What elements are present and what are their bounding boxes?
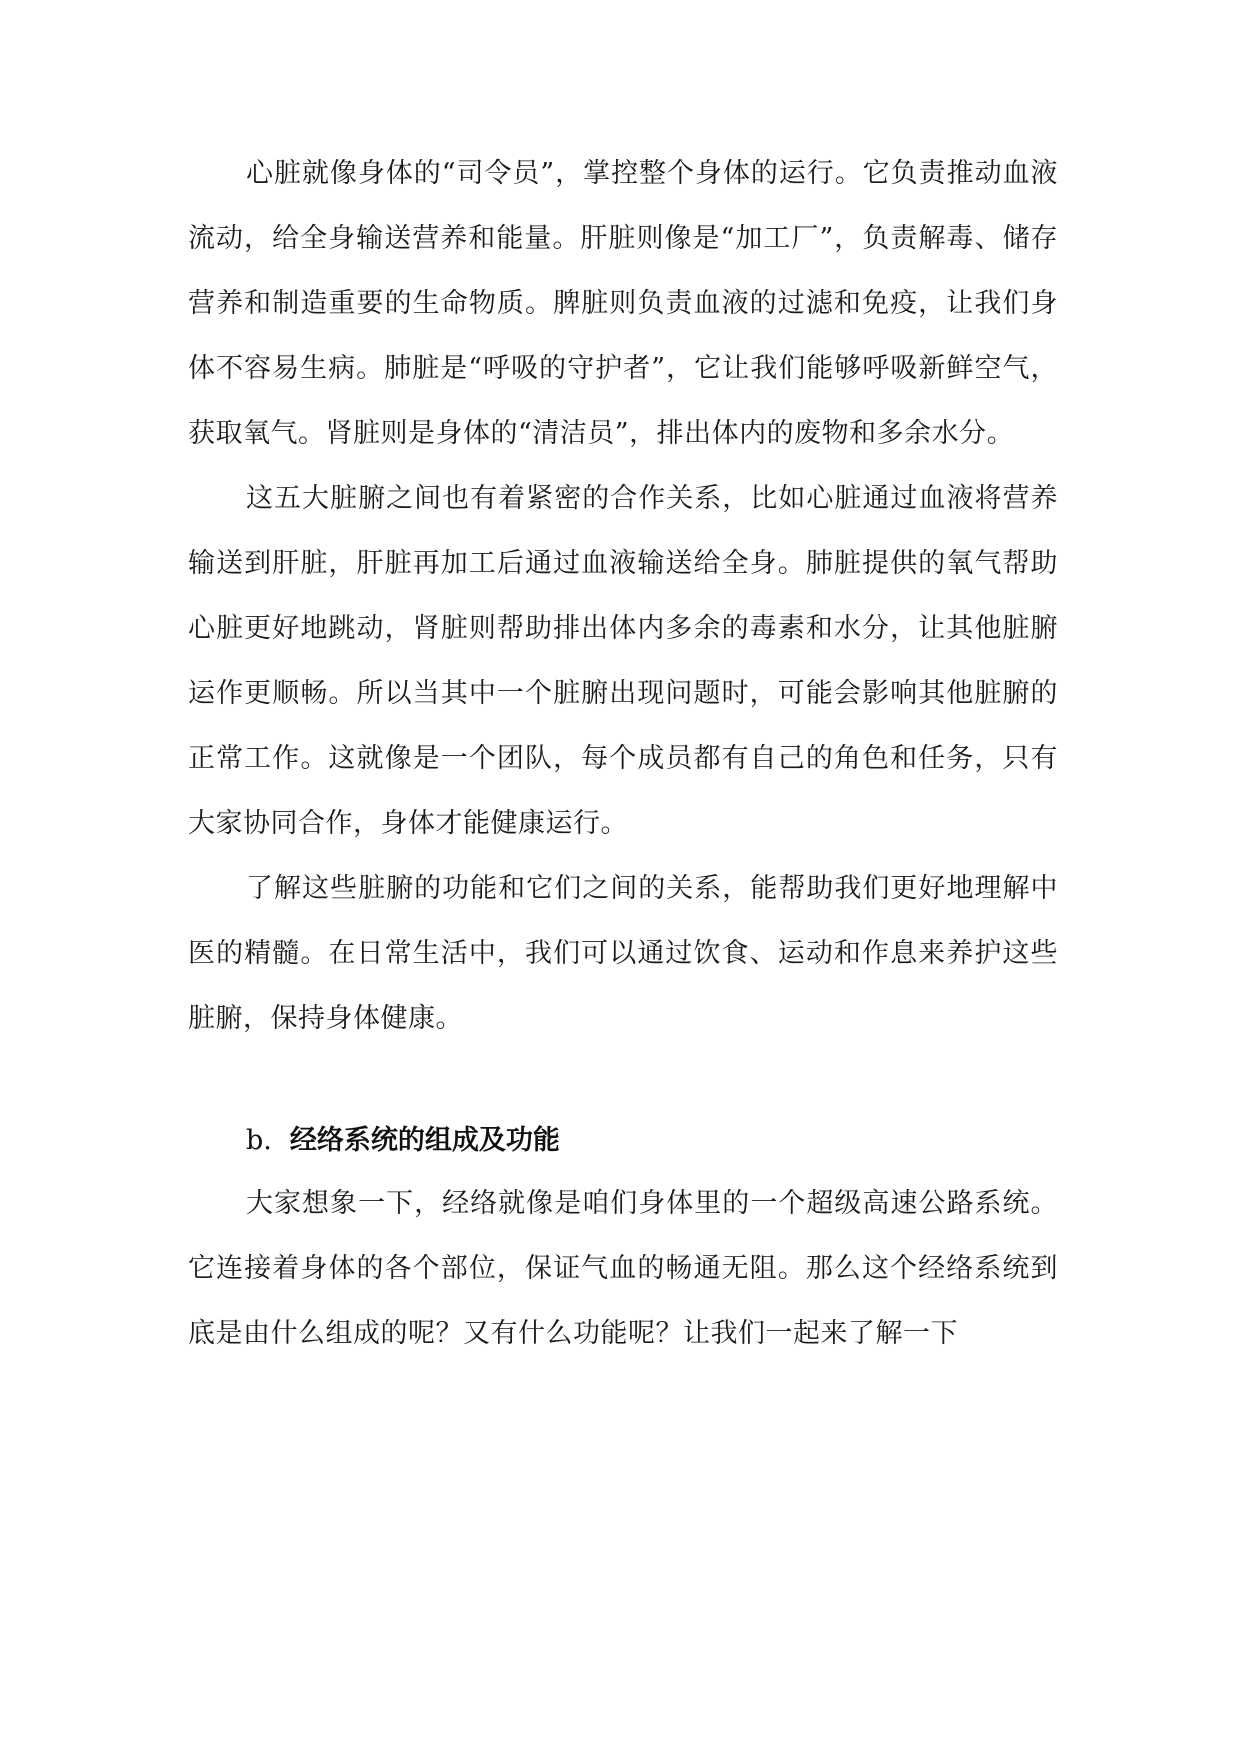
section-title: 经络系统的组成及功能: [289, 1125, 560, 1156]
section-marker: b.: [246, 1125, 272, 1156]
document-body: [188, 141, 1058, 1366]
section-heading: [188, 1111, 1058, 1171]
paragraph-organs-summary: 了解这些脏腑的功能和它们之间的关系，能帮助我们更好地理解中医的精髓。在日常生活中，我们可以通过饮食、运动和作息来养护这些脏腑，保持身体健康。: [188, 873, 1058, 1034]
paragraph-organs-cooperation: 这五大脏腑之间也有着紧密的合作关系，比如心脏通过血液将营养输送到肝脏，肝脏再加工后通过血液输送给全身。肺脏提供的氧气帮助心脏更好地跳动，肾脏则帮助排出体内多余的毒素和水分，让其他脏腑运作更顺畅。所以当其中一个脏腑出现问题时，可能会影响其他脏腑的正常工作。这就像是一个团队，每个成员都有自己的角色和任务，只有大家协同合作，身体才能健康运行。: [188, 483, 1058, 839]
paragraph-meridian-intro: 大家想象一下，经络就像是咱们身体里的一个超级高速公路系统。它连接着身体的各个部位，保证气血的畅通无阻。那么这个经络系统到底是由什么组成的呢？又有什么功能呢？让我们一起来了解一下: [188, 1188, 1058, 1349]
paragraph-organs-roles: 心脏就像身体的“司令员”，掌控整个身体的运行。它负责推动血液流动，给全身输送营养和能量。肝脏则像是“加工厂”，负责解毒、储存营养和制造重要的生命物质。脾脏则负责血液的过滤和免疫，让我们身体不容易生病。肺脏是“呼吸的守护者”，它让我们能够呼吸新鲜空气，获取氧气。肾脏则是身体的“清洁员”，排出体内的废物和多余水分。: [188, 158, 1058, 449]
